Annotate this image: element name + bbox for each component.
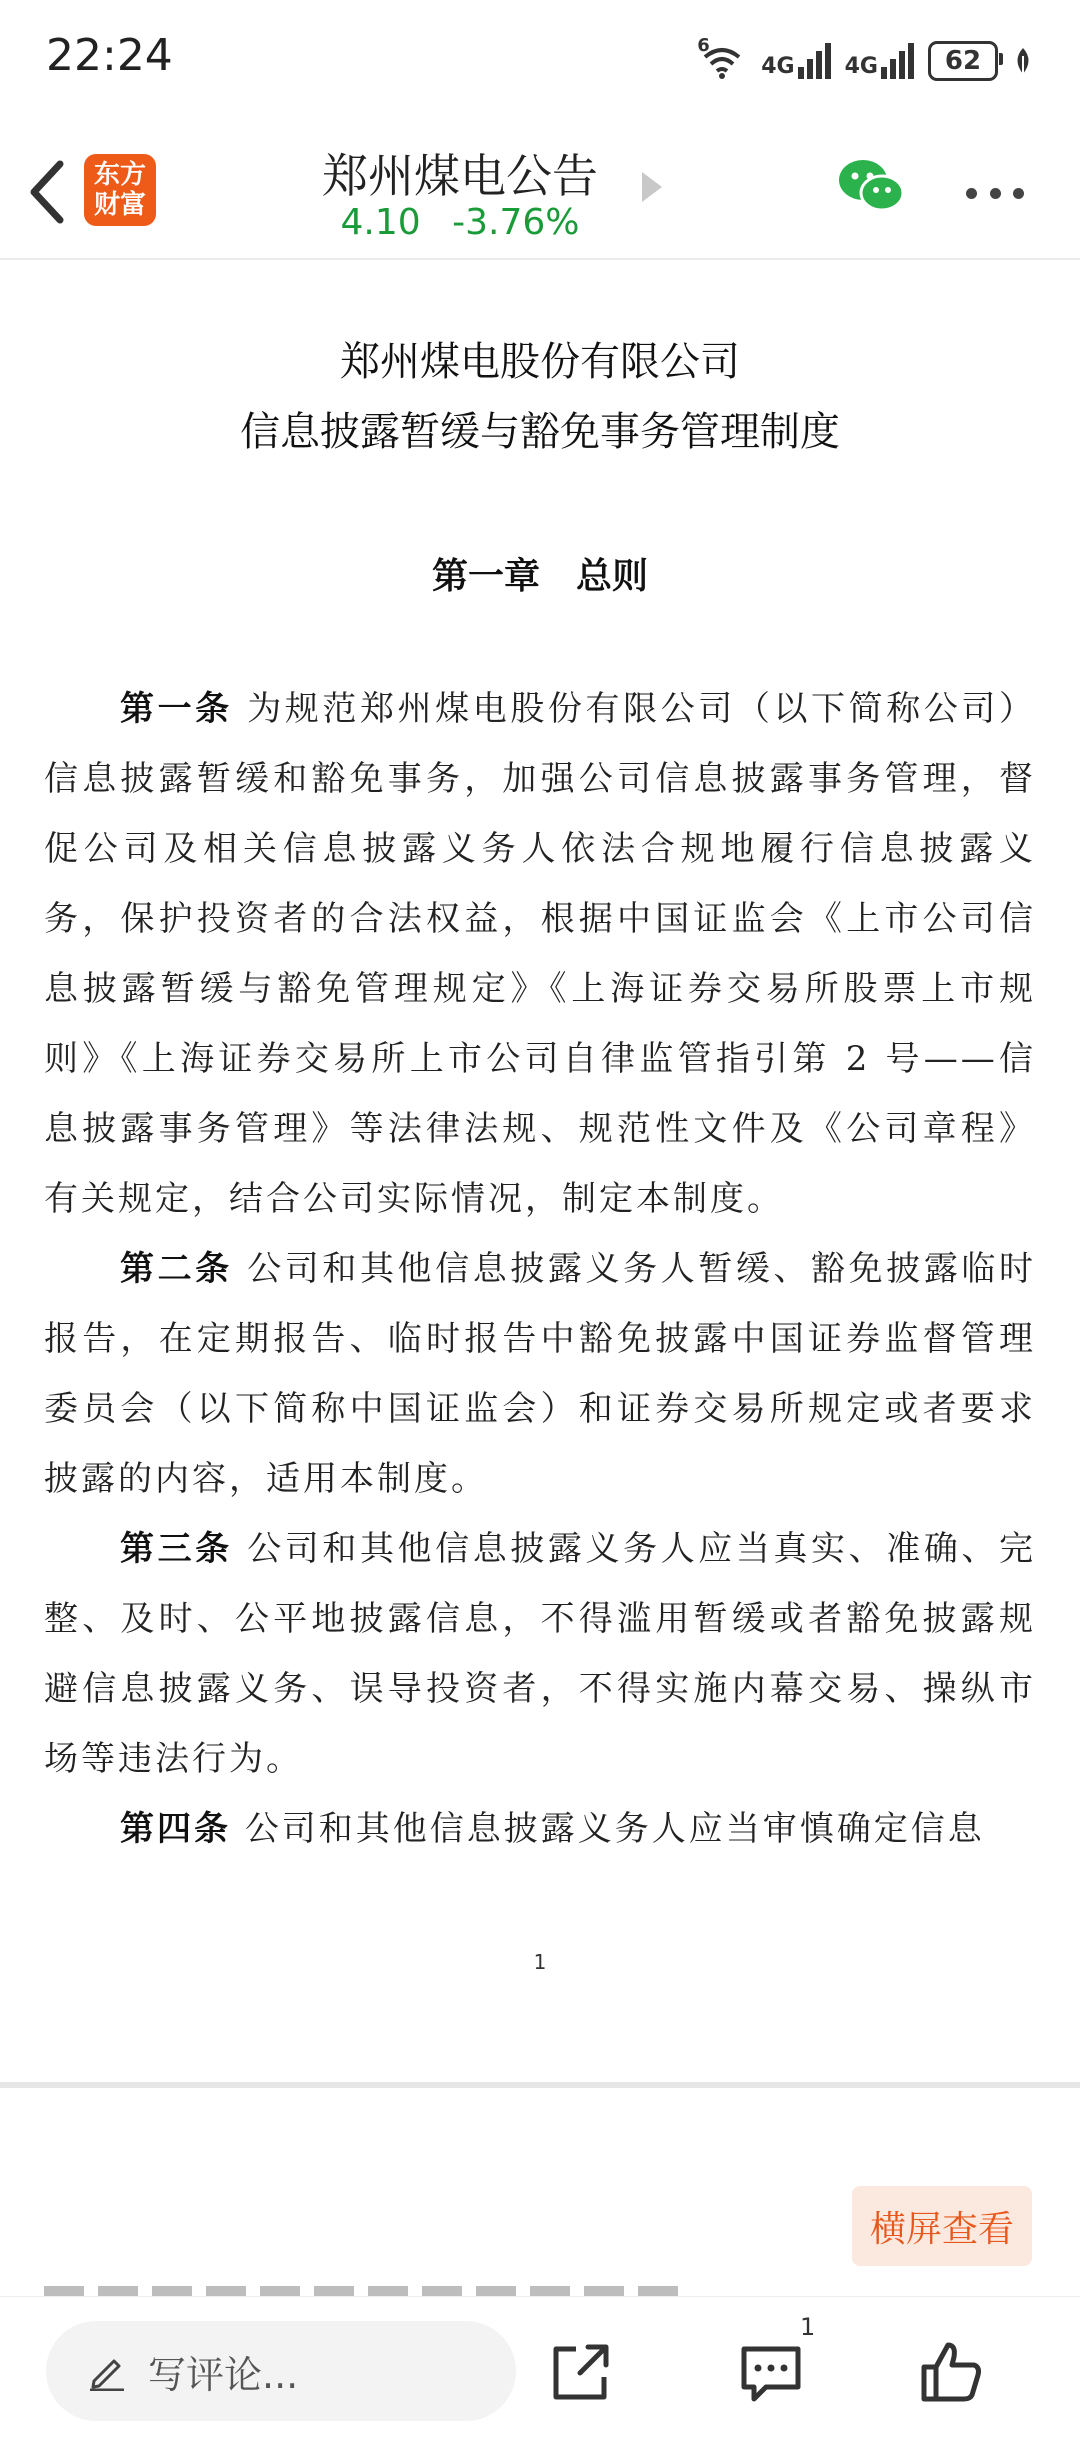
comment-input[interactable] xyxy=(46,2321,516,2421)
article-text: 公司和其他信息披露义务人应当审慎确定信息 xyxy=(244,1809,985,1849)
chapter-heading: 第一章 总则 xyxy=(431,556,648,597)
battery-icon xyxy=(928,41,998,81)
stock-change: -3.76% xyxy=(452,202,580,243)
article-text: 公司和其他信息披露义务人应当真实、准确、完整、及时、公平地披露信息，不得滥用暂缓或者豁免披露规避信息披露义务、误导投资者，不得实施内幕交易、操纵市场等违法行为。 xyxy=(44,1529,1037,1779)
logo-line2: 财富 xyxy=(93,190,146,220)
document-title-line2: 信息披露暂缓与豁免事务管理制度 xyxy=(240,409,840,455)
wifi-icon xyxy=(697,35,747,81)
stock-price: 4.10 xyxy=(340,202,421,243)
article-label: 第四条 xyxy=(120,1809,231,1849)
battery-level: 62 xyxy=(944,46,982,76)
landscape-view-button[interactable]: 横屏查看 xyxy=(852,2186,1032,2266)
more-options-icon[interactable] xyxy=(966,188,1024,202)
signal-icon-2 xyxy=(845,43,914,79)
article-text: 公司和其他信息披露义务人暂缓、豁免披露临时报告，在定期报告、临时报告中豁免披露中国证券监督管理委员会（以下简称中国证监会）和证券交易所规定或者要求披露的内容，适用本制度。 xyxy=(44,1249,1037,1499)
document-title-line1: 郑州煤电股份有限公司 xyxy=(340,339,740,385)
app-logo xyxy=(84,154,156,226)
status-bar xyxy=(0,0,1080,120)
article-label: 第一条 xyxy=(120,689,233,729)
status-icons xyxy=(697,36,1034,86)
comment-placeholder: 写评论... xyxy=(148,2352,299,2397)
back-arrow-icon[interactable] xyxy=(22,156,76,228)
article-label: 第三条 xyxy=(120,1529,233,1569)
logo-line1: 东方 xyxy=(93,160,146,190)
share-icon[interactable] xyxy=(546,2337,616,2407)
article-label: 第二条 xyxy=(120,1249,233,1289)
pencil-icon xyxy=(88,2351,126,2391)
document-body xyxy=(44,674,1036,1864)
article xyxy=(44,1794,1036,1864)
clock: 22:24 xyxy=(46,30,173,81)
top-nav-bar xyxy=(0,130,1080,260)
network-type-2: 4G xyxy=(844,54,878,79)
article xyxy=(44,1514,1036,1794)
document-page xyxy=(0,262,1080,2082)
wechat-share-icon[interactable] xyxy=(836,156,906,216)
play-triangle-icon[interactable] xyxy=(640,170,664,204)
article-text: 为规范郑州煤电股份有限公司（以下简称公司）信息披露暂缓和豁免事务，加强公司信息披露事务管理，督促公司及相关信息披露义务人依法合规地履行信息披露义务，保护投资者的合法权益，根据中国证监会《上市公司信息披露暂缓与豁免管理规定》《上海证券交易所股票上市规则》《上海证券交易所上市公司自律监管指引第 2 号——信息披露事务管理》等法律法规、规范性文件及《公司章程》有关规定，结合公司实际情况，制定本制度。 xyxy=(44,689,1037,1219)
page-number: 1 xyxy=(533,1950,547,1974)
network-type-1: 4G xyxy=(761,54,795,79)
signal-icon-1 xyxy=(761,43,830,79)
stock-quote xyxy=(300,202,620,243)
next-page-peek xyxy=(44,2278,1036,2296)
page-title: 郑州煤电公告 xyxy=(322,149,598,203)
leaf-icon xyxy=(1012,46,1034,76)
bottom-action-bar xyxy=(0,2296,1080,2441)
wifi-label: 6 xyxy=(697,35,710,56)
page-divider xyxy=(0,2082,1080,2088)
article xyxy=(44,674,1036,1234)
comment-icon[interactable] xyxy=(736,2337,806,2407)
article xyxy=(44,1234,1036,1514)
thumbs-up-icon[interactable] xyxy=(916,2337,986,2407)
comment-count-badge: 1 xyxy=(800,2313,816,2341)
